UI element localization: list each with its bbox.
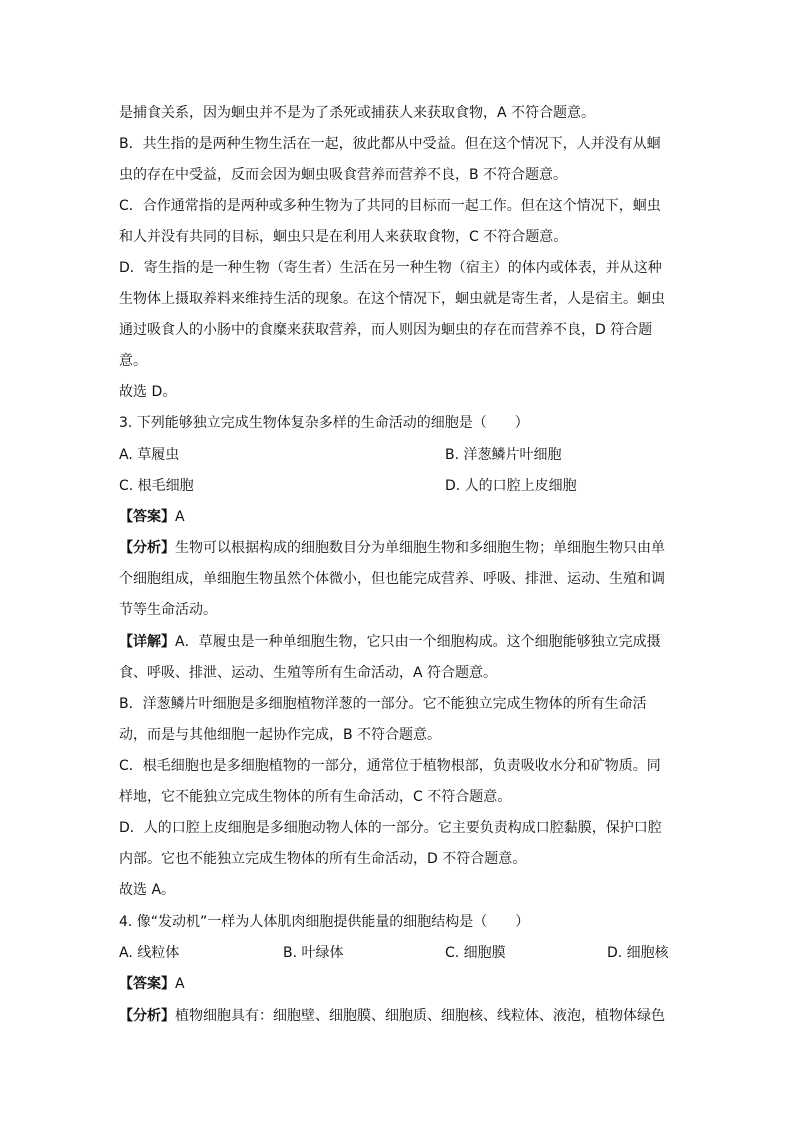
q3-answer-line [119, 507, 679, 527]
analysis-text: 生物可以根据构成的细胞数目分为单细胞生物和多细胞生物；单细胞生物只由单 [175, 540, 665, 556]
body-line: B．共生指的是两种生物生活在一起，彼此都从中受益。但在这个情况下，人并没有从蛔 [119, 136, 661, 152]
body-line: 通过吸食人的小肠中的食糜来获取营养，而人则因为蛔虫的存在而营养不良，D 符合题 [119, 322, 653, 338]
body-line: 是捕食关系，因为蛔虫并不是为了杀死或捕获人来获取食物，A 不符合题意。 [119, 105, 596, 121]
q3-detail-line: 内部。它也不能独立完成生物体的所有生命活动，D 不符合题意。 [119, 851, 527, 867]
body-line: C．合作通常指的是两种或多种生物为了共同的目标而一起工作。但在这个情况下，蛔虫 [119, 198, 661, 214]
analysis-tag: 【分析】 [119, 1008, 175, 1024]
answer-value: A [175, 509, 185, 525]
body-line: 生物体上摄取养料来维持生活的现象。在这个情况下，蛔虫就是寄生者，人是宿主。蛔虫 [119, 291, 665, 307]
q3-detail-line: 动，而是与其他细胞一起协作完成，B 不符合题意。 [119, 727, 442, 743]
body-line: 和人并没有共同的目标，蛔虫只是在利用人来获取食物，C 不符合题意。 [119, 229, 568, 245]
answer-tag: 【答案】 [119, 976, 175, 992]
q4-option-a: A. 线粒体 [119, 945, 180, 961]
question-4-text: 4. 像“发动机”一样为人体肌肉细胞提供能量的细胞结构是（ ） [119, 914, 530, 930]
body-line: 虫的存在中受益，反而会因为蛔虫吸食营养而营养不良，B 不符合题意。 [119, 167, 568, 183]
q3-analysis-line: 节等生命活动。 [119, 602, 217, 618]
answer-value: A [175, 976, 185, 992]
q3-detail-line [119, 632, 679, 652]
q4-option-c: C. 细胞膜 [445, 945, 506, 961]
answer-tag: 【答案】 [119, 509, 175, 525]
q3-option-d: D. 人的口腔上皮细胞 [445, 478, 577, 494]
q3-detail-line: D．人的口腔上皮细胞是多细胞动物人体的一部分。它主要负责构成口腔黏膜，保护口腔 [119, 820, 662, 836]
question-3-text: 3. 下列能够独立完成生物体复杂多样的生命活动的细胞是（ ） [119, 415, 529, 431]
q4-answer-line [119, 974, 679, 994]
q4-option-b: B. 叶绿体 [283, 945, 344, 961]
body-line: D．寄生指的是一种生物（寄生者）生活在另一种生物（宿主）的体内或体表，并从这种 [119, 260, 662, 276]
q4-option-d: D. 细胞核 [607, 945, 669, 961]
analysis-text: 植物细胞具有：细胞壁、细胞膜、细胞质、细胞核、线粒体、液泡，植物体绿色 [175, 1008, 665, 1024]
q3-detail-line: 故选 A。 [119, 882, 176, 898]
q3-option-c: C. 根毛细胞 [119, 478, 194, 494]
q3-detail-line: 食、呼吸、排泄、运动、生殖等所有生命活动，A 符合题意。 [119, 665, 498, 681]
q3-analysis-line: 个细胞组成，单细胞生物虽然个体微小，但也能完成营养、呼吸、排泄、运动、生殖和调 [119, 571, 665, 587]
q3-option-b: B. 洋葱鳞片叶细胞 [445, 447, 562, 463]
detail-text: A．草履虫是一种单细胞生物，它只由一个细胞构成。这个细胞能够独立完成摄 [175, 634, 661, 650]
detail-tag: 【详解】 [119, 634, 175, 650]
q3-analysis-line [119, 538, 679, 558]
q3-option-a: A. 草履虫 [119, 447, 180, 463]
body-line: 故选 D。 [119, 384, 177, 400]
q3-detail-line: B．洋葱鳞片叶细胞是多细胞植物洋葱的一部分。它不能独立完成生物体的所有生命活 [119, 696, 647, 712]
body-line: 意。 [119, 353, 147, 369]
q4-analysis-line [119, 1006, 679, 1026]
q3-detail-line: 样地，它不能独立完成生物体的所有生命活动，C 不符合题意。 [119, 789, 512, 805]
q3-detail-line: C．根毛细胞也是多细胞植物的一部分，通常位于植物根部，负责吸收水分和矿物质。同 [119, 758, 661, 774]
analysis-tag: 【分析】 [119, 540, 175, 556]
